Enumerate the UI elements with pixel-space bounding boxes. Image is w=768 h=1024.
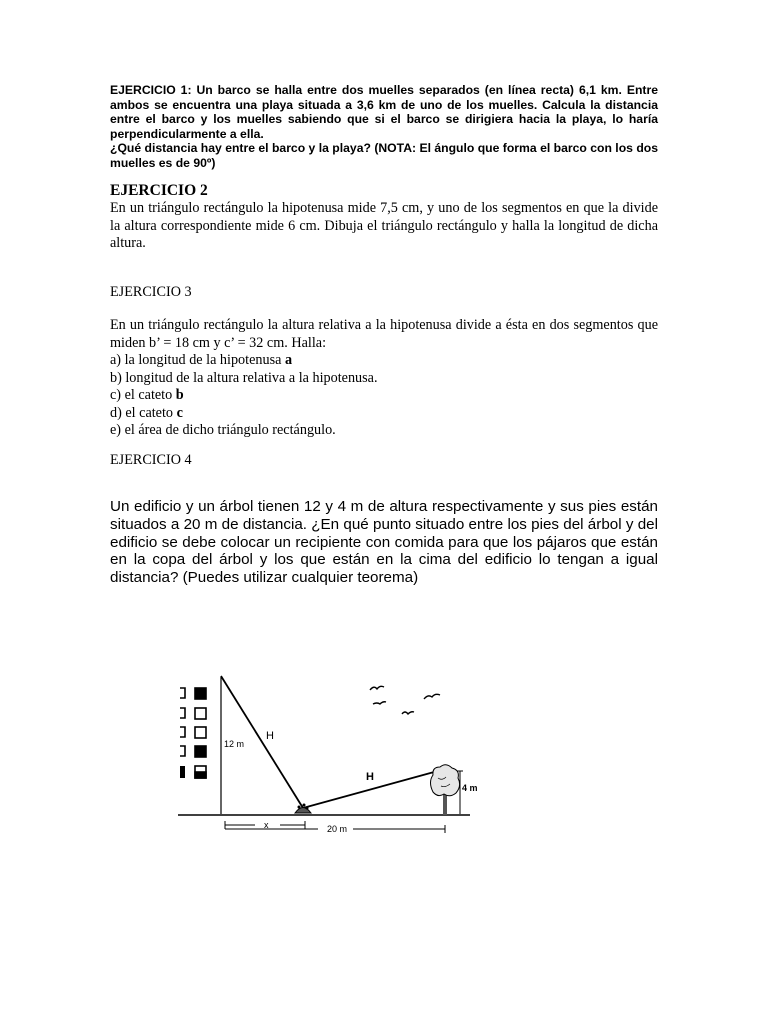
birds-icon: [370, 686, 440, 714]
x-label: x: [264, 820, 269, 830]
exercise-4-title: EJERCICIO 4: [110, 452, 192, 468]
list-item-bold: a: [284, 352, 293, 368]
h-label-2: H: [366, 771, 374, 783]
exercise-2-text: En un triángulo rectángulo la hipotenusa mide 7,5 cm, y uno de los segmentos en que la divide la altura correspondiente mide 6 cm. Dibuja el triángulo rectángulo y halla la longitud de dicha altura.: [110, 200, 658, 251]
exercise-1-statement: [110, 83, 658, 141]
h-label-1: H: [266, 730, 274, 742]
building-height-label: 12 m: [224, 739, 245, 749]
list-item: [110, 370, 658, 388]
list-item-text: a) la longitud de la hipotenusa: [110, 352, 285, 368]
list-item-text: e) el área de dicho triángulo rectángulo.: [110, 422, 336, 438]
tree-height-label: 4 m: [462, 783, 478, 793]
list-item-text: c) el cateto: [110, 387, 176, 403]
list-item-bold: c: [176, 404, 183, 421]
distance-label: 20 m: [327, 824, 348, 834]
exercise-1: [110, 83, 658, 171]
exercise-4-figure: [170, 660, 570, 840]
list-item-text: b) longitud de la altura relativa a la hipotenusa.: [110, 369, 378, 386]
tree-icon: [431, 765, 460, 815]
list-item: [110, 352, 658, 370]
exercise-1-label: EJERCICIO 1:: [110, 83, 192, 97]
exercise-4-text: Un edificio y un árbol tienen 12 y 4 m de altura respectivamente y sus pies están situados a 20 m de distancia. ¿En qué punto situado entre los pies del árbol y del edificio se debe colocar un recipiente con comida para que los pájaros que están en la copa del árbol y los que están en la cima del edificio lo tengan a igual distancia? (Puedes utilizar cualquier teorema): [110, 498, 658, 587]
exercise-3-list: [110, 352, 658, 440]
exercise-1-question: ¿Qué distancia hay entre el barco y la playa? (NOTA: El ángulo que forma el barco con los dos muelles es de 90º): [110, 141, 658, 170]
building-tree-diagram: [170, 660, 570, 840]
exercise-3-body: [110, 317, 658, 440]
building-icon: [180, 688, 206, 778]
list-item: [110, 387, 658, 405]
exercise-3-intro: En un triángulo rectángulo la altura relativa a la hipotenusa divide a ésta en dos segmentos que miden b’ = 18 cm y c’ = 32 cm. Halla:: [110, 317, 658, 351]
list-item-bold: b: [175, 387, 184, 403]
list-item: [110, 405, 658, 423]
food-bowl-icon: [295, 804, 311, 814]
list-item: [110, 422, 658, 440]
line-bowl-to-tree: [303, 769, 445, 808]
exercise-3-title: EJERCICIO 3: [110, 284, 192, 300]
exercise-1-text: Un barco se halla entre dos muelles separados (en línea recta) 6,1 km. Entre ambos se encuentra una playa situada a 3,6 km de uno de los muelles. Calcula la distancia entre el barco y los muelles sabiendo que si el barco se dirigiera hacia la playa, lo haría perpendicularmente a ella.: [110, 83, 658, 141]
list-item-text: d) el cateto: [110, 404, 177, 421]
exercise-2-title: EJERCICIO 2: [110, 182, 208, 199]
